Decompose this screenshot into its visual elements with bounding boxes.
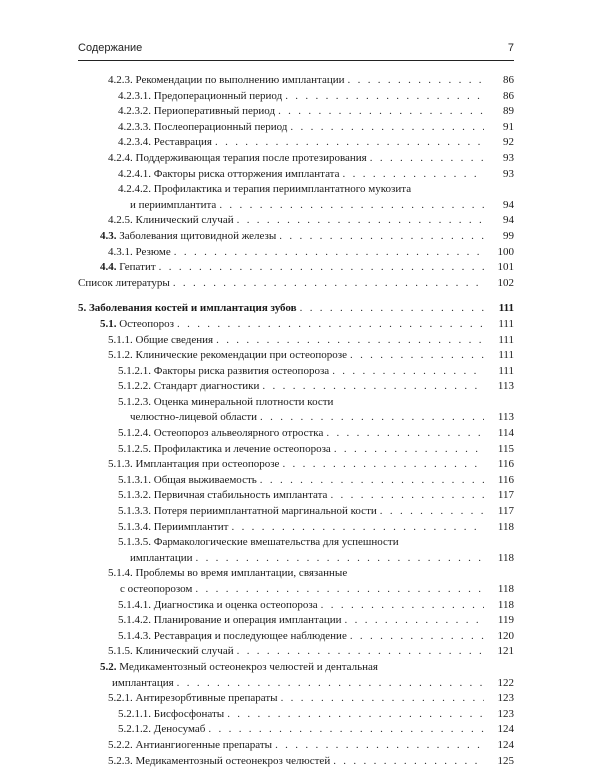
toc-entry[interactable]	[78, 135, 514, 151]
toc-entry[interactable]	[78, 754, 514, 769]
toc-entry-number: 5.2.	[100, 660, 117, 673]
dot-leader	[195, 582, 484, 598]
toc-entry-label	[118, 598, 321, 614]
toc-entry[interactable]	[78, 535, 514, 566]
toc-entry-number: 5.1.3.	[108, 458, 133, 471]
toc-entry-page: 118	[484, 520, 514, 536]
dot-leader	[343, 167, 484, 183]
toc-entry-number: 4.4.	[100, 261, 117, 274]
toc-entry-page: 86	[484, 89, 514, 105]
toc-entry-title: Резюме	[135, 245, 171, 258]
toc-entry-number: 4.2.5.	[108, 214, 133, 227]
toc-entry[interactable]	[78, 598, 514, 614]
dot-leader	[330, 488, 484, 504]
dot-leader	[345, 613, 484, 629]
header-rule	[78, 60, 514, 61]
dot-leader	[216, 333, 484, 349]
toc-entry-label	[118, 198, 219, 214]
toc-entry-label	[108, 457, 282, 473]
toc-entry-label	[108, 73, 348, 89]
toc-entry-page: 123	[484, 691, 514, 707]
toc-section-5	[78, 301, 514, 769]
toc-entry[interactable]	[78, 151, 514, 167]
toc-entry[interactable]	[78, 364, 514, 380]
dot-leader	[227, 707, 484, 723]
toc-entry-title: Поддерживающая терапия после протезирования	[135, 151, 367, 164]
toc-entry-label	[118, 488, 330, 504]
toc-entry-title: Послеоперационный период	[153, 120, 288, 133]
toc-entry-page: 102	[484, 276, 514, 292]
toc-entry-number: 5.2.3.	[108, 754, 133, 767]
toc-entry-title: Периимплантит	[153, 520, 229, 533]
toc-entry-number: 5.2.2.	[108, 738, 133, 751]
toc-entry-label	[108, 245, 174, 261]
toc-entry-page: 111	[484, 317, 514, 333]
toc-entry-title: Список литературы	[78, 276, 170, 289]
toc-entry-number: 5.	[78, 302, 87, 315]
toc-entry-label	[118, 613, 345, 629]
dot-leader	[260, 473, 484, 489]
toc-entry[interactable]	[78, 426, 514, 442]
toc-entry-number: 5.1.	[100, 317, 117, 330]
toc-entry-page: 113	[484, 410, 514, 426]
toc-entry-title: Профилактика и терапия периимплантатного мукозита	[153, 183, 412, 196]
toc-entry-page: 91	[484, 120, 514, 136]
toc-entry-page: 111	[484, 348, 514, 364]
toc-entry[interactable]	[78, 442, 514, 458]
toc-entry[interactable]	[78, 333, 514, 349]
toc-entry-label	[118, 135, 215, 151]
dot-leader	[208, 722, 484, 738]
toc-entry-label	[78, 301, 300, 317]
toc-entry-title: Планирование и операция имплантации	[153, 614, 342, 627]
toc-entry-title: Общие сведения	[135, 333, 214, 346]
toc-entry[interactable]	[78, 379, 514, 395]
toc-entry-label	[108, 348, 350, 364]
toc-entry-page: 118	[484, 598, 514, 614]
toc-entry-label	[118, 426, 326, 442]
toc-entry[interactable]	[78, 644, 514, 660]
toc-entry-title: Стандарт диагностики	[153, 380, 260, 393]
toc-entry-number: 5.1.3.1.	[118, 473, 151, 486]
toc-entry[interactable]	[78, 73, 514, 89]
toc-entry-number: 5.1.4.	[108, 567, 133, 580]
toc-entry-title: Имплантация при остеопорозе	[135, 458, 280, 471]
page-number: 7	[507, 42, 514, 54]
dot-leader	[159, 260, 484, 276]
toc-entry-title: Предоперационный период	[153, 89, 283, 102]
toc-entry-page: 111	[484, 333, 514, 349]
toc-entry[interactable]	[78, 504, 514, 520]
toc-entry-number: 5.1.3.3.	[118, 505, 151, 518]
toc-entry-number: 5.1.4.2.	[118, 614, 151, 627]
toc-entry-label	[108, 644, 237, 660]
toc-entry[interactable]	[78, 629, 514, 645]
dot-leader	[219, 198, 484, 214]
toc-entry-page: 93	[484, 151, 514, 167]
toc-entry[interactable]	[78, 691, 514, 707]
toc-entry-label	[118, 104, 278, 120]
toc-entry-label	[118, 551, 195, 567]
toc-entry-label	[100, 229, 279, 245]
toc-entry-label	[118, 535, 402, 551]
dot-leader	[279, 229, 484, 245]
toc-entry-title: Факторы риска отторжения имплантата	[153, 167, 340, 180]
toc-entry[interactable]	[78, 660, 514, 691]
toc-entry-number: 5.1.2.3.	[118, 395, 151, 408]
toc-entry-number: 4.2.3.3.	[118, 120, 151, 133]
toc-entry-page: 123	[484, 707, 514, 723]
table-of-contents	[78, 73, 514, 769]
toc-entry-number: 4.3.	[100, 229, 117, 242]
toc-entry-label	[118, 442, 334, 458]
toc-entry-title: Факторы риска развития остеопороза	[153, 364, 330, 377]
toc-entry-page: 115	[484, 442, 514, 458]
toc-entry-label	[118, 167, 343, 183]
toc-entry-number: 4.2.4.	[108, 151, 133, 164]
toc-entry-title: имплантация	[112, 676, 174, 689]
dot-leader	[380, 504, 484, 520]
toc-entry[interactable]	[78, 613, 514, 629]
dot-leader	[260, 410, 484, 426]
toc-entry-label	[118, 722, 208, 738]
toc-entry-label	[118, 707, 227, 723]
toc-entry-page: 116	[484, 473, 514, 489]
toc-entry-number: 4.2.4.2.	[118, 183, 151, 196]
toc-entry[interactable]	[78, 104, 514, 120]
toc-entry-page: 118	[484, 551, 514, 567]
toc-entry-label	[78, 276, 173, 292]
toc-entry-label	[118, 395, 336, 411]
toc-entry-label	[108, 691, 281, 707]
toc-entry-page: 100	[484, 245, 514, 261]
toc-entry-title: Гепатит	[119, 261, 156, 274]
dot-leader	[231, 520, 484, 536]
toc-entry-label	[118, 379, 262, 395]
toc-section-4	[78, 73, 514, 291]
toc-entry-title: Деносумаб	[153, 723, 206, 736]
toc-entry-page: 89	[484, 104, 514, 120]
toc-entry-number: 5.1.3.2.	[118, 489, 151, 502]
toc-entry-number: 5.2.1.2.	[118, 723, 151, 736]
toc-entry[interactable]	[78, 167, 514, 183]
dot-leader	[262, 379, 484, 395]
toc-entry-title: Диагностика и оценка остеопороза	[153, 598, 318, 611]
dot-leader	[282, 457, 484, 473]
toc-entry-number: 4.2.4.1.	[118, 167, 151, 180]
toc-entry-page: 111	[484, 364, 514, 380]
toc-entry-page: 117	[484, 504, 514, 520]
toc-entry-title: челюстно-лицевой области	[130, 411, 258, 424]
toc-entry-title: Проблемы во время имплантации, связанные	[135, 567, 348, 580]
dot-leader	[278, 104, 484, 120]
toc-entry-title: Периоперативный период	[153, 105, 276, 118]
toc-entry[interactable]	[78, 488, 514, 504]
dot-leader	[348, 73, 485, 89]
toc-entry-page: 118	[484, 582, 514, 598]
dot-leader	[281, 691, 484, 707]
toc-entry[interactable]	[78, 229, 514, 245]
toc-entry-label	[118, 504, 380, 520]
toc-entry-number: 4.2.3.1.	[118, 89, 151, 102]
dot-leader	[275, 738, 484, 754]
toc-entry-page: 124	[484, 722, 514, 738]
toc-entry[interactable]	[78, 738, 514, 754]
toc-entry-title: Первичная стабильность имплантата	[153, 489, 328, 502]
toc-entry-label	[118, 364, 332, 380]
toc-entry-number: 5.2.1.1.	[118, 707, 151, 720]
toc-entry[interactable]	[78, 120, 514, 136]
toc-entry-title: Общая выживаемость	[153, 473, 257, 486]
toc-entry-title: Профилактика и лечение остеопороза	[153, 442, 331, 455]
toc-entry-page: 111	[484, 301, 514, 317]
toc-entry-title: Фармакологические вмешательства для успешности	[153, 536, 399, 549]
dot-leader	[290, 120, 484, 136]
toc-entry-label	[108, 582, 195, 598]
running-title: Содержание	[78, 42, 143, 54]
toc-entry[interactable]	[78, 89, 514, 105]
toc-entry-page: 113	[484, 379, 514, 395]
toc-entry-number: 5.1.4.1.	[118, 598, 151, 611]
toc-entry[interactable]	[78, 276, 514, 292]
toc-entry-title: Медикаментозный остеонекроз челюстей и дентальная	[119, 660, 378, 673]
toc-entry-label	[118, 89, 285, 105]
dot-leader	[177, 676, 484, 692]
toc-entry-number: 4.2.3.4.	[118, 136, 151, 149]
toc-entry-label	[118, 410, 260, 426]
toc-entry-page: 116	[484, 457, 514, 473]
toc-entry-title: Потеря периимплантатной маргинальной кости	[153, 505, 377, 518]
toc-entry[interactable]	[78, 317, 514, 333]
toc-entry-title: Антирезорбтивные препараты	[135, 692, 278, 705]
dot-leader	[370, 151, 484, 167]
toc-entry-number: 5.1.3.4.	[118, 520, 151, 533]
toc-entry-label	[100, 676, 177, 692]
dot-leader	[326, 426, 484, 442]
toc-entry[interactable]	[78, 473, 514, 489]
toc-entry-label	[100, 260, 159, 276]
toc-entry-number: 5.1.1.	[108, 333, 133, 346]
toc-entry-title: Оценка минеральной плотности кости	[153, 395, 334, 408]
dot-leader	[333, 754, 484, 769]
page-header	[78, 42, 514, 60]
toc-entry-page: 101	[484, 260, 514, 276]
toc-entry-title: Заболевания костей и имплантация зубов	[89, 302, 297, 315]
toc-entry-page: 120	[484, 629, 514, 645]
toc-entry-page: 125	[484, 754, 514, 769]
toc-entry-title: Остеопороз альвеолярного отростка	[153, 427, 324, 440]
dot-leader	[195, 551, 484, 567]
toc-entry-title: Клинический случай	[135, 214, 234, 227]
toc-entry[interactable]	[78, 301, 514, 317]
toc-entry-number: 5.1.2.5.	[118, 442, 151, 455]
toc-entry[interactable]	[78, 245, 514, 261]
toc-entry-number: 5.1.5.	[108, 645, 133, 658]
toc-entry-number: 5.1.2.4.	[118, 427, 151, 440]
dot-leader	[174, 245, 484, 261]
dot-leader	[350, 629, 484, 645]
toc-entry-page: 92	[484, 135, 514, 151]
toc-entry-label	[108, 333, 216, 349]
dot-leader	[285, 89, 484, 105]
toc-entry-page: 114	[484, 426, 514, 442]
toc-entry-number: 5.1.4.3.	[118, 629, 151, 642]
dot-leader	[215, 135, 484, 151]
toc-entry-page: 94	[484, 198, 514, 214]
toc-entry-label	[118, 473, 260, 489]
toc-entry-label	[118, 629, 350, 645]
toc-entry-number: 4.3.1.	[108, 245, 133, 258]
toc-entry-label	[100, 660, 381, 676]
dot-leader	[334, 442, 484, 458]
toc-entry[interactable]	[78, 457, 514, 473]
toc-entry-label	[100, 317, 177, 333]
toc-entry[interactable]	[78, 722, 514, 738]
dot-leader	[300, 301, 484, 317]
toc-entry-label	[108, 566, 350, 582]
toc-entry-title: Клинический случай	[135, 645, 234, 658]
dot-leader	[177, 317, 484, 333]
toc-entry-title: Реставрация	[153, 136, 212, 149]
toc-entry-label	[108, 213, 237, 229]
toc-entry[interactable]	[78, 520, 514, 536]
toc-entry-label	[118, 120, 290, 136]
toc-entry-label	[118, 520, 231, 536]
toc-entry-title: Заболевания щитовидной железы	[119, 229, 277, 242]
dot-leader	[237, 644, 484, 660]
toc-entry-number: 5.1.2.1.	[118, 364, 151, 377]
toc-entry-label	[108, 754, 333, 769]
toc-entry-title: и периимплантита	[130, 198, 217, 211]
dot-leader	[237, 213, 484, 229]
toc-entry-page: 99	[484, 229, 514, 245]
toc-entry[interactable]	[78, 182, 514, 213]
toc-entry-title: Клинические рекомендации при остеопорозе	[135, 349, 347, 362]
toc-entry-page: 86	[484, 73, 514, 89]
toc-entry-label	[108, 738, 275, 754]
toc-entry-page: 94	[484, 213, 514, 229]
dot-leader	[321, 598, 484, 614]
toc-entry[interactable]	[78, 395, 514, 426]
toc-entry-number: 5.1.2.2.	[118, 380, 151, 393]
toc-entry-number: 4.2.3.	[108, 74, 133, 86]
toc-entry[interactable]	[78, 348, 514, 364]
toc-entry-title: Рекомендации по выполнению имплантации	[135, 74, 345, 86]
toc-entry-number: 5.1.2.	[108, 349, 133, 362]
toc-entry-title: имплантации	[130, 551, 193, 564]
toc-entry-title: Бисфосфонаты	[153, 707, 225, 720]
toc-entry-number: 5.1.3.5.	[118, 536, 151, 549]
toc-entry-label	[118, 182, 414, 198]
dot-leader	[350, 348, 484, 364]
toc-entry[interactable]	[78, 707, 514, 723]
toc-entry-title: с остеопорозом	[120, 583, 193, 595]
toc-entry-title: Реставрация и последующее наблюдение	[153, 629, 347, 642]
toc-entry-page: 93	[484, 167, 514, 183]
toc-entry-title: Медикаментозный остеонекроз челюстей	[135, 754, 331, 767]
toc-entry-page: 119	[484, 613, 514, 629]
dot-leader	[332, 364, 484, 380]
toc-entry-page: 117	[484, 488, 514, 504]
toc-entry[interactable]	[78, 566, 514, 597]
section-gap	[78, 291, 514, 301]
toc-entry[interactable]	[78, 213, 514, 229]
toc-entry-number: 4.2.3.2.	[118, 105, 151, 118]
toc-entry-number: 5.2.1.	[108, 692, 133, 705]
toc-entry[interactable]	[78, 260, 514, 276]
toc-entry-page: 124	[484, 738, 514, 754]
toc-entry-page: 122	[484, 676, 514, 692]
dot-leader	[173, 276, 484, 292]
toc-entry-title: Антиангиогенные препараты	[135, 738, 273, 751]
toc-entry-title: Остеопороз	[119, 317, 174, 330]
toc-entry-label	[108, 151, 370, 167]
toc-entry-page: 121	[484, 644, 514, 660]
